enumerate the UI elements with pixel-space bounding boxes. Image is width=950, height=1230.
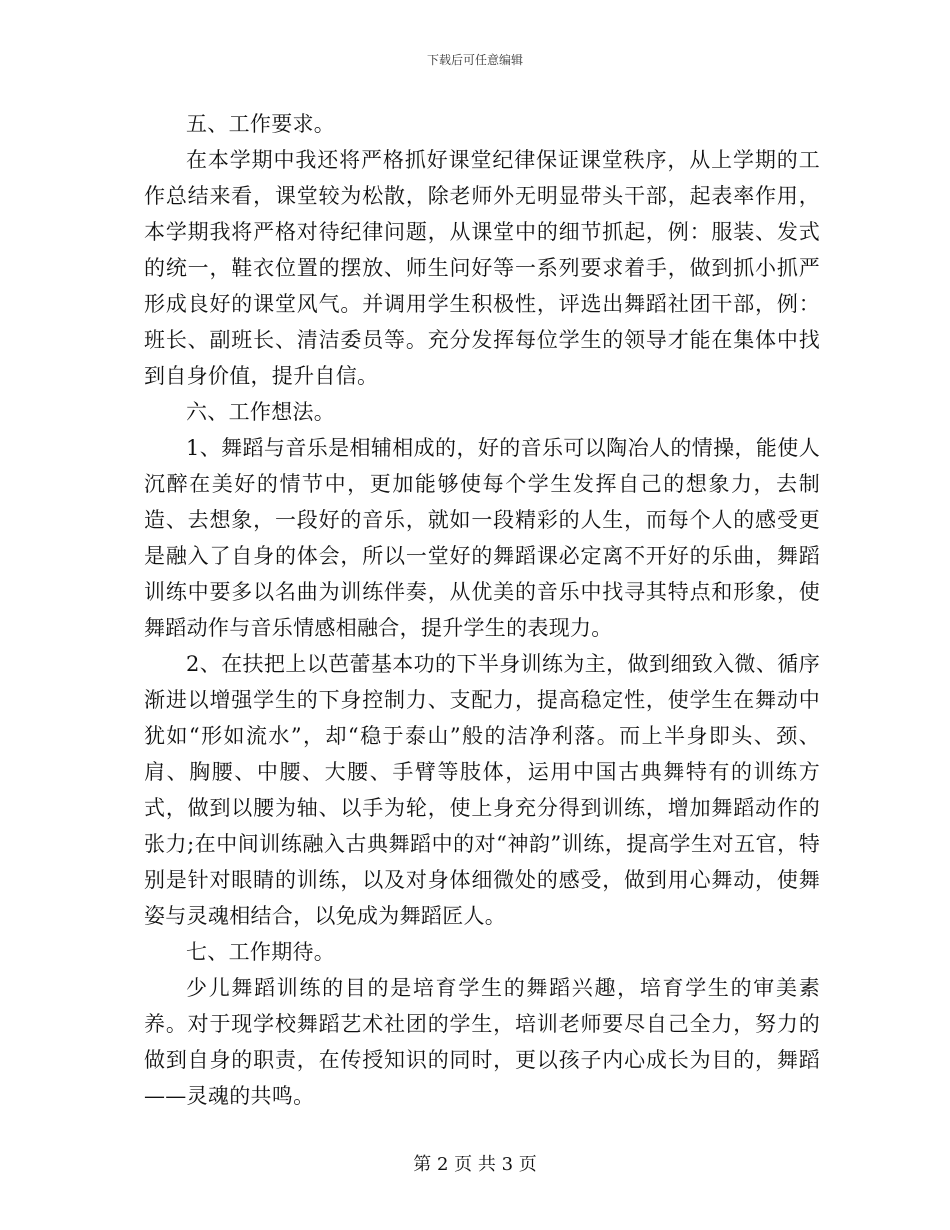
page-header-note: 下载后可任意编辑 xyxy=(426,53,523,67)
section-heading-ideas: 六、工作想法。 xyxy=(186,400,336,424)
paragraph-idea-music: 1、舞蹈与音乐是相辅相成的，好的音乐可以陶冶人的情操，能使人沉醉在美好的情节中，更加能够使每个学生发挥自己的想象力，去制造、去想象，一段好的音乐，就如一段精彩的人生，而每个人的感受更是融入了自身的体会，所以一堂好的舞蹈课必定离不开好的乐曲，舞蹈训练中要多以名曲为训练伴奏，从优美的音乐中找寻其特点和形象，使舞蹈动作与音乐情感相融合，提升学生的表现力。 xyxy=(144,436,820,640)
paragraph-idea-training: 2、在扶把上以芭蕾基本功的下半身训练为主，做到细致入微、循序渐进以增强学生的下身控制力、支配力，提高稳定性，使学生在舞动中犹如“形如流水”，却“稳于泰山”般的洁净利落。而上半身即头、颈、肩、胸腰、中腰、大腰、手臂等肢体，运用中国古典舞特有的训练方式，做到以腰为轴、以手为轮，使上身充分得到训练，增加舞蹈动作的张力;在中间训练融入古典舞蹈中的对“神韵”训练，提高学生对五官，特别是针对眼睛的训练，以及对身体细微处的感受，做到用心舞动，使舞姿与灵魂相结合，以免成为舞蹈匠人。 xyxy=(144,652,820,928)
paragraph-expectations: 少儿舞蹈训练的目的是培育学生的舞蹈兴趣，培育学生的审美素养。对于现学校舞蹈艺术社团的学生，培训老师要尽自己全力，努力的做到自身的职责，在传授知识的同时，更以孩子内心成长为目的，舞蹈——灵魂的共鸣。 xyxy=(144,976,820,1108)
document-body xyxy=(144,106,820,1114)
page-number: 第 2 页 共 3 页 xyxy=(413,1154,537,1175)
section-heading-requirements: 五、工作要求。 xyxy=(186,112,336,136)
section-heading-expectations: 七、工作期待。 xyxy=(186,940,336,964)
paragraph-requirements: 在本学期中我还将严格抓好课堂纪律保证课堂秩序，从上学期的工作总结来看，课堂较为松散，除老师外无明显带头干部，起表率作用，本学期我将严格对待纪律问题，从课堂中的细节抓起，例：服装、发式的统一，鞋衣位置的摆放、师生问好等一系列要求着手，做到抓小抓严形成良好的课堂风气。并调用学生积极性，评选出舞蹈社团干部，例：班长、副班长、清洁委员等。充分发挥每位学生的领导才能在集体中找到自身价值，提升自信。 xyxy=(144,148,820,388)
